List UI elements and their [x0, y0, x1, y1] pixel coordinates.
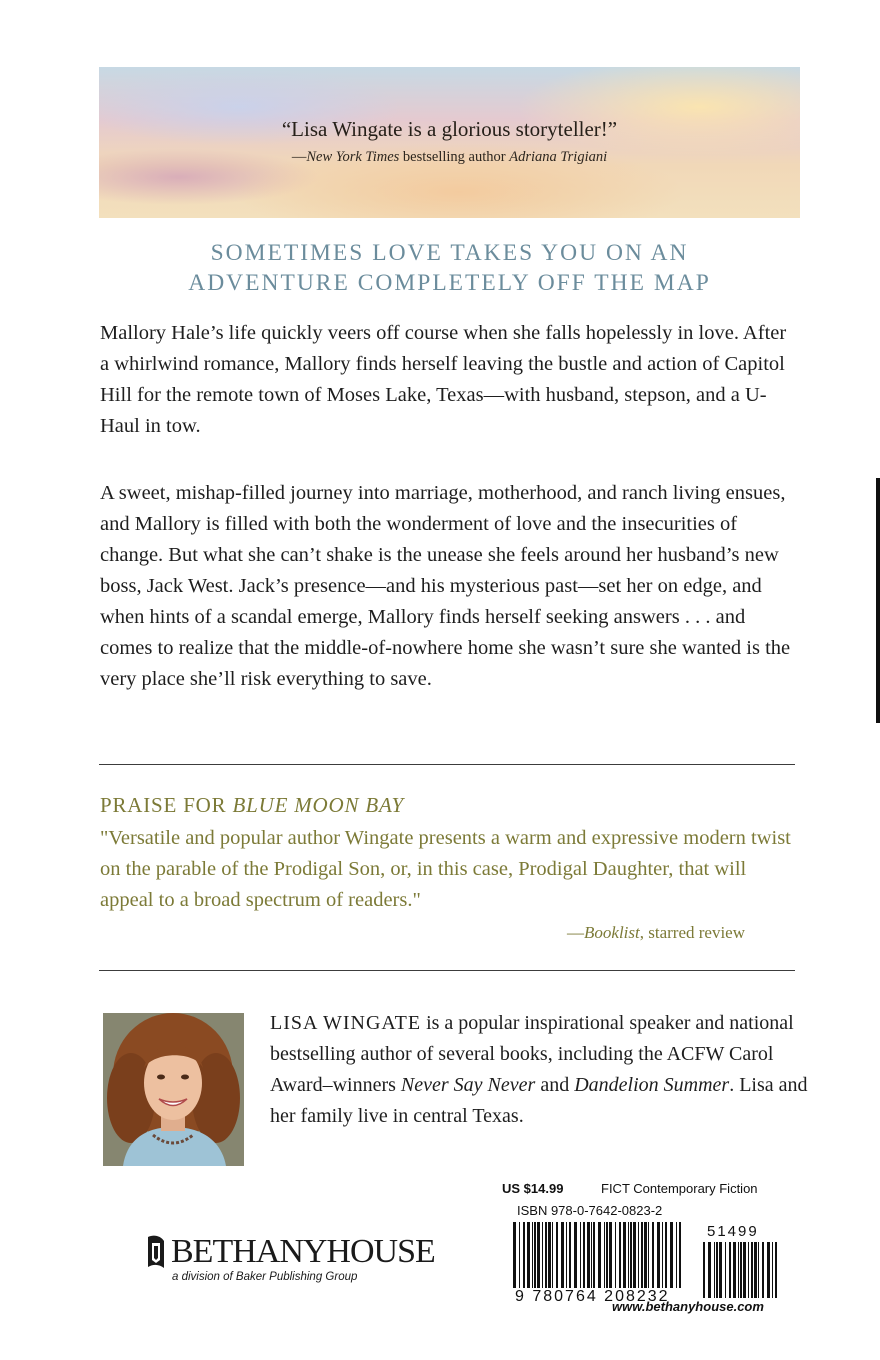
barcode-bar: [583, 1222, 585, 1288]
barcode-bar: [527, 1222, 530, 1288]
barcode-bar: [719, 1242, 722, 1298]
barcode-bar: [532, 1222, 533, 1288]
price-label: US $14.99: [502, 1181, 564, 1196]
barcode-bar: [714, 1242, 715, 1298]
publisher-url: www.bethanyhouse.com: [612, 1299, 764, 1314]
barcode-bar: [743, 1242, 746, 1298]
barcode-bar: [545, 1222, 547, 1288]
barcode-bar: [676, 1222, 677, 1288]
barcode-bar: [628, 1222, 629, 1288]
barcode-bar: [641, 1222, 643, 1288]
barcode-bar: [644, 1222, 647, 1288]
barcode-bar: [729, 1242, 731, 1298]
tagline-line-1: SOMETIMES LOVE TAKES YOU ON AN: [210, 240, 689, 266]
barcode-bar: [767, 1242, 770, 1298]
category-label: FICT Contemporary Fiction: [601, 1181, 758, 1196]
barcode-bar: [772, 1242, 773, 1298]
barcode-bar: [703, 1242, 705, 1298]
barcode-bar: [556, 1222, 558, 1288]
praise-heading: PRAISE FOR BLUE MOON BAY: [100, 793, 404, 817]
barcode-bar: [733, 1242, 736, 1298]
barcode-bar: [552, 1222, 553, 1288]
barcode-bar: [593, 1222, 595, 1288]
barcode-bar: [523, 1222, 525, 1288]
barcode-bar: [574, 1222, 577, 1288]
barcode-bar: [762, 1242, 764, 1298]
barcode-bar: [569, 1222, 571, 1288]
barcode-bar: [619, 1222, 621, 1288]
barcode-bar: [725, 1242, 726, 1298]
publisher-logo-text: BETHANYHOUSE: [171, 1233, 435, 1270]
barcode-bar: [534, 1222, 536, 1288]
barcode-bar: [548, 1222, 551, 1288]
barcode-bar: [662, 1222, 663, 1288]
barcode-bar: [566, 1222, 567, 1288]
bethany-house-logo-icon: [145, 1233, 167, 1271]
barcode-bar: [740, 1242, 742, 1298]
page-edge-strip: [876, 478, 880, 723]
barcode-bar: [542, 1222, 543, 1288]
author-photo: [103, 1013, 244, 1166]
barcode-bar: [738, 1242, 739, 1298]
barcode-bar: [519, 1222, 520, 1288]
praise-attribution: —Booklist, starred review: [567, 923, 745, 942]
barcode-bar: [513, 1222, 516, 1288]
tagline-line-2: ADVENTURE COMPLETELY OFF THE MAP: [188, 270, 711, 296]
barcode-bar: [623, 1222, 626, 1288]
barcode-bar: [748, 1242, 749, 1298]
barcode-bar: [758, 1242, 759, 1298]
barcode-bar: [606, 1222, 608, 1288]
praise-quote: "Versatile and popular author Wingate presents a warm and expressive modern twist on the parable of the Prodigal Son, or, in this case, Prodigal Daughter, that will appeal to a broad spectrum of readers.": [100, 827, 791, 911]
barcode-bar: [751, 1242, 753, 1298]
barcode-bar: [587, 1222, 590, 1288]
barcode-bar: [580, 1222, 581, 1288]
barcode-digits: 9 780764 208232: [515, 1288, 670, 1305]
barcode-bar: [679, 1222, 681, 1288]
quote-banner: [99, 67, 800, 218]
barcode-bar: [591, 1222, 592, 1288]
barcode-bar: [537, 1222, 540, 1288]
price-addon-barcode: [703, 1242, 779, 1298]
description-paragraph-1: Mallory Hale’s life quickly veers off course when she falls hopelessly in love. After a whirlwind romance, Mallory finds herself leaving the bustle and action of Capitol Hill for the remote town of Moses Lake, Texas—with husband, stepson, and a U-Haul in tow.: [100, 322, 787, 437]
barcode-bar: [598, 1222, 601, 1288]
description-paragraph-2: A sweet, mishap-filled journey into marriage, motherhood, and ranch living ensues, and Mallory is filled with both the wonderment of love and the insecurities of change. But what she can’t shake is the unease she feels around her husband’s new boss, Jack West. Jack’s presence—and his mysterious past—set her on edge, and when hints of a scandal emerge, Mallory finds herself seeking answers . . . and comes to realize that the middle-of-nowhere home she wasn’t sure she wanted is the very place she’ll risk everything to save.: [100, 482, 791, 690]
author-bio: LISA WINGATE is a popular inspirational speaker and national bestselling author of several books, including the ACFW Carol Award–winners Never Say Never and Dandelion Summer. Lisa and her family live in central Texas.: [270, 1012, 808, 1127]
barcode-bar: [652, 1222, 654, 1288]
publisher-subtitle: a division of Baker Publishing Group: [172, 1271, 358, 1283]
divider-bottom: [99, 970, 795, 971]
barcode-bar: [648, 1222, 649, 1288]
barcode-bar: [670, 1222, 673, 1288]
isbn-barcode: [513, 1222, 685, 1288]
addon-barcode-digits: 51499: [707, 1223, 759, 1240]
barcode-bar: [604, 1222, 605, 1288]
banner-quote: “Lisa Wingate is a glorious storyteller!”: [281, 117, 618, 141]
barcode-bar: [657, 1222, 660, 1288]
isbn-label: ISBN 978-0-7642-0823-2: [517, 1203, 663, 1218]
divider-top: [99, 764, 795, 765]
barcode-bar: [615, 1222, 616, 1288]
banner-attribution: —New York Times bestselling author Adriana Trigiani: [291, 149, 608, 165]
barcode-bar: [716, 1242, 718, 1298]
barcode-bar: [630, 1222, 632, 1288]
barcode-bar: [638, 1222, 639, 1288]
barcode-bar: [708, 1242, 711, 1298]
barcode-bar: [775, 1242, 777, 1298]
barcode-bar: [633, 1222, 636, 1288]
barcode-bar: [754, 1242, 757, 1298]
barcode-bar: [609, 1222, 612, 1288]
barcode-bar: [561, 1222, 564, 1288]
barcode-bar: [665, 1222, 667, 1288]
